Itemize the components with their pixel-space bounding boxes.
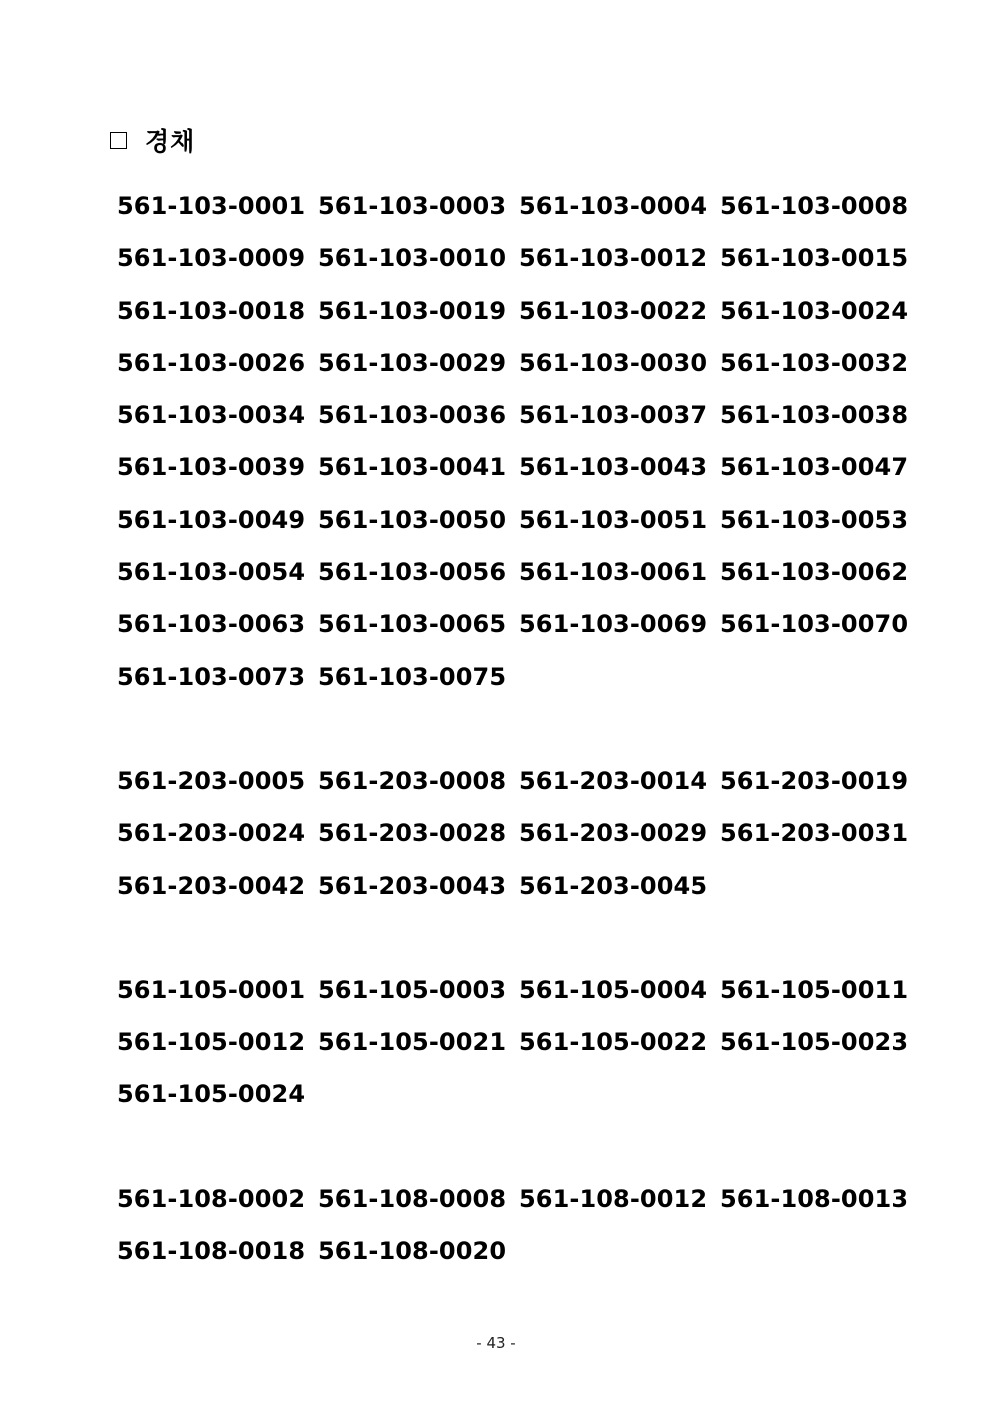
code-item: 561-108-0020 <box>318 1237 507 1266</box>
code-item: 561-103-0063 <box>117 610 306 639</box>
code-item: 561-103-0061 <box>519 558 708 587</box>
code-item: 561-103-0041 <box>318 453 507 482</box>
code-groups <box>117 180 917 1329</box>
code-item: 561-103-0039 <box>117 453 306 482</box>
page-number: - 43 - <box>476 1334 516 1352</box>
code-item: 561-108-0008 <box>318 1184 507 1213</box>
code-item: 561-105-0011 <box>720 975 909 1004</box>
code-item: 561-103-0047 <box>720 453 909 482</box>
code-group <box>117 1173 917 1278</box>
code-item: 561-203-0029 <box>519 819 708 848</box>
code-item: 561-103-0015 <box>720 244 909 273</box>
code-item: 561-103-0012 <box>519 244 708 273</box>
code-group <box>117 964 917 1121</box>
code-item: 561-103-0075 <box>318 662 507 691</box>
code-item: 561-103-0069 <box>519 610 708 639</box>
code-item: 561-203-0019 <box>720 766 909 795</box>
code-item: 561-203-0031 <box>720 819 909 848</box>
code-item: 561-105-0023 <box>720 1028 909 1057</box>
code-group <box>117 180 917 703</box>
code-item: 561-103-0054 <box>117 558 306 587</box>
code-item: 561-105-0003 <box>318 975 507 1004</box>
code-item: 561-203-0014 <box>519 766 708 795</box>
code-item: 561-203-0028 <box>318 819 507 848</box>
code-item: 561-203-0043 <box>318 871 507 900</box>
code-item: 561-108-0012 <box>519 1184 708 1213</box>
code-item: 561-103-0008 <box>720 192 909 220</box>
code-item: 561-103-0050 <box>318 505 507 534</box>
code-item: 561-108-0002 <box>117 1184 306 1213</box>
section-title: 경채 <box>145 127 196 156</box>
code-item: 561-103-0070 <box>720 610 909 639</box>
code-item: 561-203-0045 <box>519 871 708 900</box>
code-group <box>117 755 917 912</box>
code-item: 561-103-0001 <box>117 192 306 220</box>
code-item: 561-103-0019 <box>318 296 507 325</box>
code-item: 561-103-0073 <box>117 662 306 691</box>
code-item: 561-103-0026 <box>117 348 306 377</box>
section-heading <box>110 122 195 158</box>
code-item: 561-103-0056 <box>318 558 507 587</box>
code-item: 561-103-0032 <box>720 348 909 377</box>
code-item: 561-105-0001 <box>117 975 306 1004</box>
code-item: 561-103-0053 <box>720 505 909 534</box>
code-item: 561-103-0010 <box>318 244 507 273</box>
code-item: 561-103-0038 <box>720 401 909 430</box>
code-item: 561-103-0004 <box>519 192 708 220</box>
code-item: 561-108-0018 <box>117 1237 306 1266</box>
code-grid <box>117 964 917 1121</box>
code-item: 561-103-0034 <box>117 401 306 430</box>
code-item: 561-103-0018 <box>117 296 306 325</box>
code-item: 561-203-0005 <box>117 766 306 795</box>
code-item: 561-203-0042 <box>117 871 306 900</box>
code-item: 561-108-0013 <box>720 1184 909 1213</box>
code-item: 561-105-0004 <box>519 975 708 1004</box>
code-item: 561-103-0024 <box>720 296 909 325</box>
code-grid <box>117 180 917 703</box>
code-item: 561-103-0043 <box>519 453 708 482</box>
code-item: 561-103-0049 <box>117 505 306 534</box>
code-item: 561-103-0003 <box>318 192 507 220</box>
code-item: 561-103-0029 <box>318 348 507 377</box>
code-item: 561-103-0051 <box>519 505 708 534</box>
code-item: 561-103-0065 <box>318 610 507 639</box>
code-item: 561-105-0012 <box>117 1028 306 1057</box>
code-item: 561-103-0037 <box>519 401 708 430</box>
code-grid <box>117 1173 917 1278</box>
code-item: 561-103-0036 <box>318 401 507 430</box>
code-item: 561-105-0021 <box>318 1028 507 1057</box>
code-item: 561-203-0008 <box>318 766 507 795</box>
code-item: 561-103-0009 <box>117 244 306 273</box>
code-item: 561-105-0024 <box>117 1080 306 1109</box>
code-item: 561-105-0022 <box>519 1028 708 1057</box>
checkbox-square-icon <box>110 132 127 149</box>
code-item: 561-103-0030 <box>519 348 708 377</box>
code-grid <box>117 755 917 912</box>
code-item: 561-103-0022 <box>519 296 708 325</box>
code-item: 561-203-0024 <box>117 819 306 848</box>
code-item: 561-103-0062 <box>720 558 909 587</box>
